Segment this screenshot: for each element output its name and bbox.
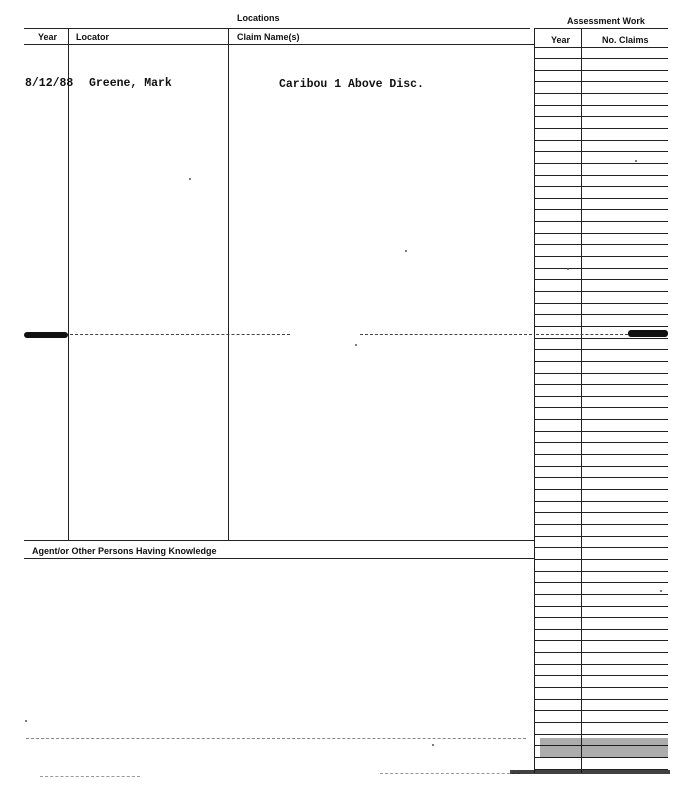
ledger-line [535,559,668,560]
ledger-line [535,338,668,339]
ledger-line [535,209,668,210]
bottom-smudge [510,770,670,774]
ledger-line [535,664,668,665]
ledger-line [535,326,668,327]
ledger-line [535,652,668,653]
col-locator-header: Locator [76,32,110,42]
ledger-line [535,582,668,583]
fold-mark-right [628,330,668,337]
ledger-line [535,594,668,595]
speck [567,268,569,270]
speck [660,590,662,592]
ledger-line [535,140,668,141]
ledger-line [535,734,668,735]
ledger-line [535,512,668,513]
ledger-line [535,256,668,257]
agent-top-rule [24,540,534,541]
locator-claim-divider [228,28,229,540]
top-rule [24,28,530,29]
ledger-line [535,396,668,397]
ledger-line [535,244,668,245]
ledger-line [535,699,668,700]
ledger-line [535,128,668,129]
ledger-line [535,373,668,374]
agent-under-rule [24,558,534,559]
bottom-faint-line-left [40,776,140,777]
entry-claim-name: Caribou 1 Above Disc. [279,78,424,91]
ledger-line [535,547,668,548]
ledger-line [535,93,668,94]
header-under-rule [24,44,534,45]
speck [635,160,637,162]
bottom-noise-patch [540,738,668,758]
fold-line-mid [360,334,532,335]
assessment-work-title: Assessment Work [567,16,645,26]
col-aw-no-claims-header: No. Claims [602,35,649,45]
ledger-line [535,571,668,572]
fold-line-right [536,334,628,335]
ledger-line [535,349,668,350]
bottom-faint-line-right [380,773,520,774]
ledger-line [535,268,668,269]
speck [432,744,434,746]
ledger-line [535,710,668,711]
ledger-line [535,303,668,304]
ledger-line [535,279,668,280]
ledger-line [535,58,668,59]
fold-line-left [70,334,290,335]
entry-date: 8/12/88 [25,77,74,90]
ledger-line [535,361,668,362]
ledger-line [535,314,668,315]
header-under-rule-right [534,47,668,48]
col-year-header: Year [38,32,58,42]
speck [25,720,27,722]
year-locator-divider [68,28,69,540]
col-claim-names-header: Claim Name(s) [237,32,300,42]
ledger-line [535,675,668,676]
ledger-line [535,163,668,164]
ledger-line [535,186,668,187]
ledger-line [535,442,668,443]
ledger-line [535,501,668,502]
top-rule-right [534,28,668,29]
ledger-line [535,629,668,630]
ledger-line [535,477,668,478]
ledger-line [535,384,668,385]
ledger-line [535,233,668,234]
ledger-line [535,524,668,525]
ledger-line [535,105,668,106]
entry-locator: Greene, Mark [89,77,172,90]
speck [355,344,357,346]
ledger-line [535,81,668,82]
ledger-line [535,175,668,176]
ledger-line [535,407,668,408]
ledger-line [535,617,668,618]
agent-section-label: Agent/or Other Persons Having Knowledge [32,546,217,556]
ledger-line [535,419,668,420]
fold-mark-left [24,332,68,338]
locations-title: Locations [237,13,280,23]
ledger-line [535,198,668,199]
ledger-line [535,489,668,490]
ledger-line [535,536,668,537]
ledger-line [535,606,668,607]
col-aw-year-header: Year [551,35,571,45]
ledger-line [535,687,668,688]
ledger-line [535,116,668,117]
ledger-line [535,454,668,455]
ledger-line [535,70,668,71]
bottom-fold-line [26,738,526,739]
speck [189,178,191,180]
ledger-line [535,466,668,467]
ledger-line [535,221,668,222]
ledger-line [535,151,668,152]
speck [405,250,407,252]
ledger-line [535,640,668,641]
ledger-line [535,722,668,723]
ledger-line [535,291,668,292]
ledger-line [535,431,668,432]
